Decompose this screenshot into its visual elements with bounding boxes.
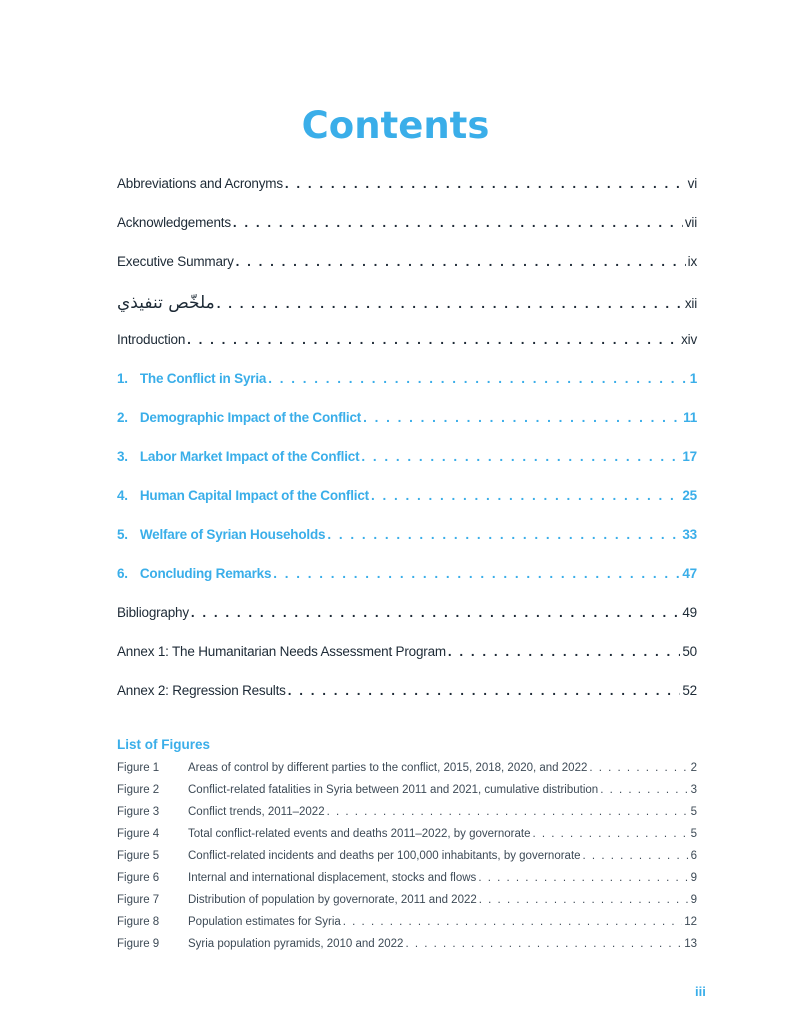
dot-leader	[327, 806, 689, 818]
figure-entry-5[interactable]	[117, 850, 697, 872]
dot-leader	[371, 488, 680, 503]
figure-title: Conflict-related fatalities in Syria between 2011 and 2021, cumulative distribution	[188, 784, 599, 796]
chapter-number: 6.	[117, 566, 128, 581]
dot-leader	[285, 176, 686, 191]
figure-entry-2[interactable]	[117, 784, 697, 806]
figure-label: Figure 9	[117, 938, 160, 950]
table-of-contents	[117, 176, 697, 722]
toc-entry-bibliography[interactable]	[117, 605, 697, 644]
toc-entry-label: Executive Summary	[117, 254, 234, 269]
toc-chapter-1[interactable]	[117, 371, 697, 410]
figure-title: Syria population pyramids, 2010 and 2022	[188, 938, 404, 950]
dot-leader	[532, 828, 688, 840]
toc-entry-page: ix	[687, 254, 697, 269]
dot-leader	[236, 254, 686, 269]
figure-page: 13	[684, 938, 697, 950]
figure-label: Figure 1	[117, 762, 160, 774]
figure-title: Conflict trends, 2011–2022	[188, 806, 325, 818]
toc-entry-label: Introduction	[117, 332, 186, 347]
figure-label: Figure 7	[117, 894, 160, 906]
figure-title: Distribution of population by governorate, 2011 and 2022	[188, 894, 477, 906]
figure-page: 9	[690, 872, 697, 884]
chapter-number: 4.	[117, 488, 128, 503]
toc-entry-page: xiv	[681, 332, 697, 347]
dot-leader	[288, 683, 681, 698]
toc-entry-page: 17	[682, 449, 697, 464]
chapter-number: 5.	[117, 527, 128, 542]
figure-page: 5	[690, 806, 697, 818]
figure-entry-3[interactable]	[117, 806, 697, 828]
toc-entry-label: Annex 1: The Humanitarian Needs Assessment Program	[117, 644, 446, 659]
figure-title: Internal and international displacement, stocks and flows	[188, 872, 477, 884]
dot-leader	[217, 296, 683, 311]
toc-entry-label: ملخّص تنفيذي	[117, 293, 215, 313]
dot-leader	[187, 332, 679, 347]
figure-label: Figure 5	[117, 850, 160, 862]
figure-label: Figure 3	[117, 806, 160, 818]
dot-leader	[479, 894, 689, 906]
dot-leader	[405, 938, 682, 950]
toc-entry-label: The Conflict in Syria	[139, 371, 267, 386]
toc-entry-label: Annex 2: Regression Results	[117, 683, 286, 698]
list-of-figures-heading: List of Figures	[117, 737, 211, 752]
figure-entry-9[interactable]	[117, 938, 697, 960]
toc-entry-page: 1	[689, 371, 697, 386]
toc-entry-label: Labor Market Impact of the Conflict	[139, 449, 360, 464]
dot-leader	[448, 644, 680, 659]
figure-entry-8[interactable]	[117, 916, 697, 938]
figure-label: Figure 8	[117, 916, 160, 928]
toc-entry-page: 50	[682, 644, 697, 659]
toc-entry-page: 52	[682, 683, 697, 698]
toc-entry-label: Welfare of Syrian Households	[139, 527, 326, 542]
toc-entry-acknowledgements[interactable]	[117, 215, 697, 254]
figure-label: Figure 2	[117, 784, 160, 796]
toc-entry-annex-2[interactable]	[117, 683, 697, 722]
dot-leader	[233, 215, 683, 230]
toc-entry-annex-1[interactable]	[117, 644, 697, 683]
figure-entry-4[interactable]	[117, 828, 697, 850]
dot-leader	[327, 527, 680, 542]
toc-entry-executive-summary[interactable]	[117, 254, 697, 293]
figure-entry-6[interactable]	[117, 872, 697, 894]
dot-leader	[191, 605, 680, 620]
figure-title: Areas of control by different parties to the conflict, 2015, 2018, 2020, and 2022	[188, 762, 588, 774]
toc-entry-arabic-summary[interactable]	[117, 293, 697, 332]
toc-entry-page: vi	[687, 176, 697, 191]
toc-entry-page: 33	[682, 527, 697, 542]
chapter-number: 2.	[117, 410, 128, 425]
toc-entry-page: 25	[682, 488, 697, 503]
figure-page: 6	[690, 850, 697, 862]
toc-entry-label: Demographic Impact of the Conflict	[139, 410, 362, 425]
dot-leader	[583, 850, 689, 862]
toc-entry-label: Human Capital Impact of the Conflict	[139, 488, 369, 503]
toc-entry-page: vii	[684, 215, 697, 230]
toc-chapter-4[interactable]	[117, 488, 697, 527]
dot-leader	[478, 872, 688, 884]
list-of-figures	[117, 762, 697, 960]
toc-entry-page: 11	[683, 410, 697, 425]
figure-title: Population estimates for Syria	[188, 916, 341, 928]
figure-page: 9	[690, 894, 697, 906]
toc-entry-page: 47	[682, 566, 697, 581]
dot-leader	[589, 762, 688, 774]
toc-entry-label: Acknowledgements	[117, 215, 231, 230]
dot-leader	[343, 916, 682, 928]
figure-title: Total conflict-related events and deaths 2011–2022, by governorate	[188, 828, 531, 840]
dot-leader	[363, 410, 681, 425]
toc-entry-introduction[interactable]	[117, 332, 697, 371]
toc-chapter-3[interactable]	[117, 449, 697, 488]
dot-leader	[268, 371, 688, 386]
page-number: iii	[695, 984, 706, 999]
figure-label: Figure 6	[117, 872, 160, 884]
figure-entry-7[interactable]	[117, 894, 697, 916]
page-title: Contents	[301, 104, 490, 147]
figure-page: 3	[690, 784, 697, 796]
dot-leader	[361, 449, 680, 464]
figure-title: Conflict-related incidents and deaths per 100,000 inhabitants, by governorate	[188, 850, 581, 862]
dot-leader	[273, 566, 680, 581]
toc-entry-label: Bibliography	[117, 605, 189, 620]
dot-leader	[600, 784, 688, 796]
figure-entry-1[interactable]	[117, 762, 697, 784]
figure-page: 2	[690, 762, 697, 774]
toc-chapter-6[interactable]	[117, 566, 697, 605]
toc-entry-label: Abbreviations and Acronyms	[117, 176, 283, 191]
toc-entry-page: 49	[682, 605, 697, 620]
toc-entry-label: Concluding Remarks	[139, 566, 272, 581]
figure-page: 5	[690, 828, 697, 840]
chapter-number: 1.	[117, 371, 128, 386]
figure-page: 12	[684, 916, 697, 928]
toc-chapter-2[interactable]	[117, 410, 697, 449]
toc-entry-page: xii	[684, 296, 697, 311]
figure-label: Figure 4	[117, 828, 160, 840]
toc-entry-abbreviations[interactable]	[117, 176, 697, 215]
toc-chapter-5[interactable]	[117, 527, 697, 566]
chapter-number: 3.	[117, 449, 128, 464]
